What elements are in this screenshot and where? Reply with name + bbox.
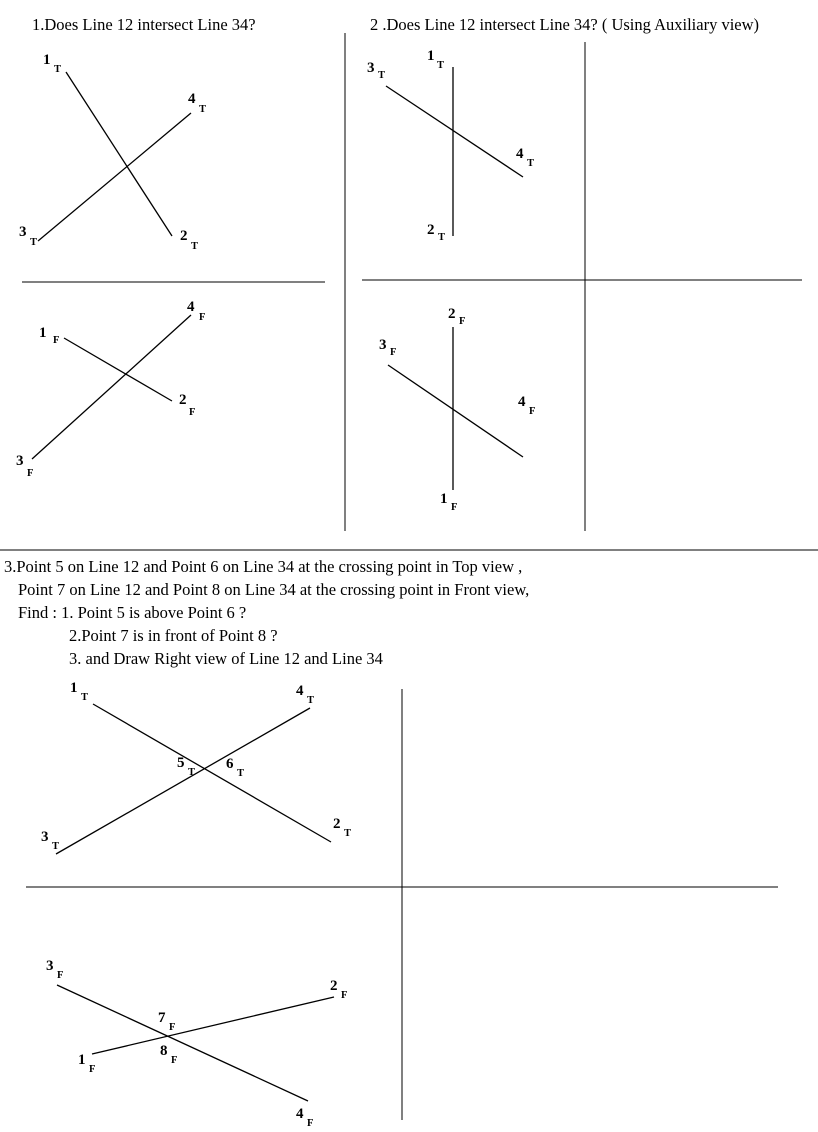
q3-top-sub-4: T	[307, 695, 315, 706]
q3-top-sub-2: T	[344, 828, 352, 839]
q1-top-sub-1: T	[54, 64, 62, 75]
q2-front-line-34	[388, 365, 523, 457]
q1-front-label-4: 4	[187, 299, 195, 315]
q3-top-sub-1: T	[81, 692, 89, 703]
question-3-line-5: 3. and Draw Right view of Line 12 and Line 34	[69, 649, 383, 668]
q2-top-label-2: 2	[427, 222, 435, 238]
question-3-line-4: 2.Point 7 is in front of Point 8 ?	[69, 626, 278, 645]
q1-top-sub-2: T	[191, 241, 199, 252]
q3-front-sub-1: F	[89, 1064, 96, 1075]
q3-top-sub-6: T	[237, 768, 245, 779]
q2-front-sub-2: F	[459, 316, 466, 327]
q3-front-line-12	[92, 997, 334, 1054]
q3-front-sub-3: F	[57, 970, 64, 981]
q1-front-sub-4: F	[199, 312, 206, 323]
q1-front-sub-3: F	[27, 468, 34, 479]
q2-front-sub-1: F	[451, 502, 458, 513]
q2-top-label-3: 3	[367, 60, 375, 76]
q3-front-sub-4: F	[307, 1118, 314, 1129]
q3-front-label-8: 8	[160, 1043, 168, 1059]
q3-front-label-1: 1	[78, 1052, 86, 1068]
q1-top-sub-4: T	[199, 104, 207, 115]
q2-top-sub-3: T	[378, 70, 386, 81]
q3-front-sub-7: F	[169, 1022, 176, 1033]
q3-front-label-3: 3	[46, 958, 54, 974]
q3-top-line-34	[56, 708, 310, 854]
q2-top-sub-4: T	[527, 158, 535, 169]
question-2-title: 2 .Does Line 12 intersect Line 34? ( Using Auxiliary view)	[370, 15, 760, 34]
q1-top-label-4: 4	[188, 91, 196, 107]
q2-front-label-2: 2	[448, 306, 456, 322]
q3-top-label-1: 1	[70, 680, 78, 696]
q1-top-line-34	[38, 113, 191, 241]
q1-top-label-1: 1	[43, 52, 51, 68]
q1-front-sub-2: F	[189, 407, 196, 418]
q3-front-sub-8: F	[171, 1055, 178, 1066]
q3-front-label-7: 7	[158, 1010, 166, 1026]
question-3-line-1: 3.Point 5 on Line 12 and Point 6 on Line 34 at the crossing point in Top view ,	[4, 557, 523, 576]
q1-front-sub-1: F	[53, 335, 60, 346]
q1-top-label-3: 3	[19, 224, 27, 240]
q2-front-label-4: 4	[518, 394, 526, 410]
q1-front-label-3: 3	[16, 453, 24, 469]
q1-front-label-2: 2	[179, 392, 187, 408]
q2-top-label-4: 4	[516, 146, 524, 162]
q2-top-sub-2: T	[438, 232, 446, 243]
question-3-line-3: Find : 1. Point 5 is above Point 6 ?	[18, 603, 247, 622]
q3-front-label-4: 4	[296, 1106, 304, 1122]
q1-top-label-2: 2	[180, 228, 188, 244]
q3-front-line-34	[57, 985, 308, 1101]
q3-top-sub-5: T	[188, 767, 196, 778]
q1-front-label-1: 1	[39, 325, 47, 341]
q1-top-line-12	[66, 72, 172, 236]
q3-front-label-2: 2	[330, 978, 338, 994]
q2-front-label-3: 3	[379, 337, 387, 353]
q2-top-sub-1: T	[437, 60, 445, 71]
q3-top-label-6: 6	[226, 756, 234, 772]
q2-front-sub-3: F	[390, 347, 397, 358]
q3-top-sub-3: T	[52, 841, 60, 852]
q2-top-label-1: 1	[427, 48, 435, 64]
question-3-line-2: Point 7 on Line 12 and Point 8 on Line 34 at the crossing point in Front view,	[18, 580, 530, 599]
question-1-title: 1.Does Line 12 intersect Line 34?	[32, 15, 256, 34]
q1-top-sub-3: T	[30, 237, 38, 248]
q2-top-line-34	[386, 86, 523, 177]
q3-top-line-12	[93, 704, 331, 842]
q3-top-label-5: 5	[177, 755, 185, 771]
q3-top-label-2: 2	[333, 816, 341, 832]
q2-front-label-1: 1	[440, 491, 448, 507]
q3-top-label-4: 4	[296, 683, 304, 699]
q2-front-sub-4: F	[529, 406, 536, 417]
q3-top-label-3: 3	[41, 829, 49, 845]
q3-front-sub-2: F	[341, 990, 348, 1001]
